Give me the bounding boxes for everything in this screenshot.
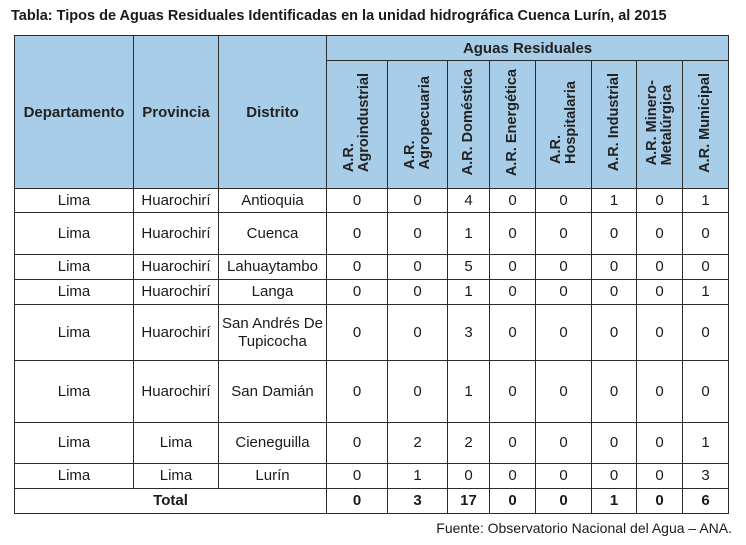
header-distrito: Distrito	[219, 36, 327, 189]
cell-value: 0	[327, 280, 388, 305]
cell-value: 0	[490, 464, 536, 489]
header-type	[448, 61, 490, 189]
cell-value: 0	[327, 423, 388, 464]
header-type-label: A.R. Industrial	[605, 73, 622, 172]
cell-value: 0	[536, 423, 592, 464]
total-label: Total	[15, 489, 327, 514]
total-row	[15, 489, 729, 514]
table-row	[15, 280, 729, 305]
cell-value: 0	[490, 280, 536, 305]
cell-value: 3	[683, 464, 729, 489]
cell-value: 0	[490, 361, 536, 423]
wastewater-table	[14, 35, 729, 514]
cell-value: 0	[683, 361, 729, 423]
cell-value: 0	[536, 213, 592, 255]
total-value: 17	[448, 489, 490, 514]
cell-value: 0	[388, 189, 448, 213]
cell-value: 0	[388, 255, 448, 280]
cell-distrito: Cuenca	[219, 213, 327, 255]
cell-departamento: Lima	[15, 189, 134, 213]
cell-value: 0	[592, 361, 637, 423]
cell-value: 5	[448, 255, 490, 280]
cell-value: 1	[683, 280, 729, 305]
cell-value: 0	[637, 305, 683, 361]
cell-provincia: Huarochirí	[134, 255, 219, 280]
cell-value: 1	[448, 280, 490, 305]
cell-value: 0	[637, 423, 683, 464]
cell-value: 0	[536, 189, 592, 213]
header-type-label: A.R. Agroindustrial	[341, 72, 372, 173]
cell-value: 1	[592, 189, 637, 213]
table-row	[15, 213, 729, 255]
table-row	[15, 189, 729, 213]
cell-value: 0	[637, 464, 683, 489]
cell-provincia: Lima	[134, 423, 219, 464]
cell-value: 0	[637, 189, 683, 213]
cell-value: 0	[536, 280, 592, 305]
cell-value: 0	[448, 464, 490, 489]
cell-value: 2	[388, 423, 448, 464]
cell-departamento: Lima	[15, 213, 134, 255]
cell-provincia: Huarochirí	[134, 305, 219, 361]
cell-distrito: Antioquia	[219, 189, 327, 213]
header-type	[637, 61, 683, 189]
cell-distrito: Lahuaytambo	[219, 255, 327, 280]
cell-value: 1	[388, 464, 448, 489]
header-type-label: A.R. Agropecuaria	[401, 75, 433, 170]
cell-value: 0	[490, 255, 536, 280]
cell-value: 0	[592, 255, 637, 280]
cell-value: 1	[683, 423, 729, 464]
total-value: 0	[536, 489, 592, 514]
cell-value: 0	[683, 255, 729, 280]
cell-value: 0	[683, 213, 729, 255]
cell-value: 0	[327, 255, 388, 280]
cell-value: 0	[536, 305, 592, 361]
table-row	[15, 423, 729, 464]
cell-departamento: Lima	[15, 305, 134, 361]
cell-value: 0	[388, 213, 448, 255]
cell-value: 0	[490, 423, 536, 464]
cell-departamento: Lima	[15, 280, 134, 305]
cell-distrito: San Damián	[219, 361, 327, 423]
cell-distrito: Cieneguilla	[219, 423, 327, 464]
cell-value: 0	[592, 280, 637, 305]
cell-value: 3	[448, 305, 490, 361]
total-value: 6	[683, 489, 729, 514]
cell-departamento: Lima	[15, 423, 134, 464]
cell-value: 0	[327, 361, 388, 423]
cell-value: 0	[388, 361, 448, 423]
cell-value: 0	[637, 361, 683, 423]
cell-value: 0	[592, 423, 637, 464]
total-value: 0	[490, 489, 536, 514]
cell-departamento: Lima	[15, 255, 134, 280]
cell-provincia: Huarochirí	[134, 280, 219, 305]
header-type-label: A.R. Minero- Metalúrgica	[643, 79, 675, 166]
cell-distrito: San Andrés De Tupicocha	[219, 305, 327, 361]
header-type	[683, 61, 729, 189]
cell-value: 0	[592, 213, 637, 255]
cell-value: 0	[327, 305, 388, 361]
cell-value: 0	[327, 213, 388, 255]
cell-value: 1	[448, 361, 490, 423]
header-type	[327, 61, 388, 189]
header-type-label: A.R. Hospitalaria	[547, 81, 579, 164]
cell-value: 0	[592, 305, 637, 361]
cell-value: 0	[388, 280, 448, 305]
cell-provincia: Lima	[134, 464, 219, 489]
cell-value: 0	[536, 361, 592, 423]
total-value: 0	[637, 489, 683, 514]
cell-value: 0	[592, 464, 637, 489]
cell-departamento: Lima	[15, 361, 134, 423]
header-type	[592, 61, 637, 189]
table-row	[15, 305, 729, 361]
header-type	[388, 61, 448, 189]
header-type	[490, 61, 536, 189]
cell-value: 0	[536, 255, 592, 280]
cell-value: 2	[448, 423, 490, 464]
table-title: Tabla: Tipos de Aguas Residuales Identificadas en la unidad hidrográfica Cuenca Lurín, al 2015	[11, 8, 667, 24]
cell-departamento: Lima	[15, 464, 134, 489]
header-type-label: A.R. Municipal	[697, 72, 714, 173]
header-provincia: Provincia	[134, 36, 219, 189]
header-type-label: A.R. Doméstica	[460, 69, 476, 176]
table-row	[15, 361, 729, 423]
cell-value: 0	[388, 305, 448, 361]
cell-distrito: Langa	[219, 280, 327, 305]
cell-value: 0	[490, 189, 536, 213]
cell-value: 0	[536, 464, 592, 489]
cell-value: 0	[327, 464, 388, 489]
cell-value: 0	[490, 213, 536, 255]
cell-provincia: Huarochirí	[134, 213, 219, 255]
cell-provincia: Huarochirí	[134, 189, 219, 213]
header-type-label: A.R. Energética	[504, 68, 520, 177]
total-value: 3	[388, 489, 448, 514]
cell-value: 4	[448, 189, 490, 213]
table-row	[15, 255, 729, 280]
cell-value: 0	[637, 213, 683, 255]
cell-value: 0	[683, 305, 729, 361]
source-note: Fuente: Observatorio Nacional del Agua – ANA.	[436, 520, 732, 536]
cell-value: 1	[683, 189, 729, 213]
cell-distrito: Lurín	[219, 464, 327, 489]
total-value: 1	[592, 489, 637, 514]
header-type	[536, 61, 592, 189]
header-aguas-residuales: Aguas Residuales	[327, 36, 729, 61]
cell-value: 0	[490, 305, 536, 361]
header-departamento: Departamento	[15, 36, 134, 189]
cell-value: 1	[448, 213, 490, 255]
table-row	[15, 464, 729, 489]
cell-value: 0	[327, 189, 388, 213]
cell-value: 0	[637, 280, 683, 305]
cell-provincia: Huarochirí	[134, 361, 219, 423]
total-value: 0	[327, 489, 388, 514]
cell-value: 0	[637, 255, 683, 280]
